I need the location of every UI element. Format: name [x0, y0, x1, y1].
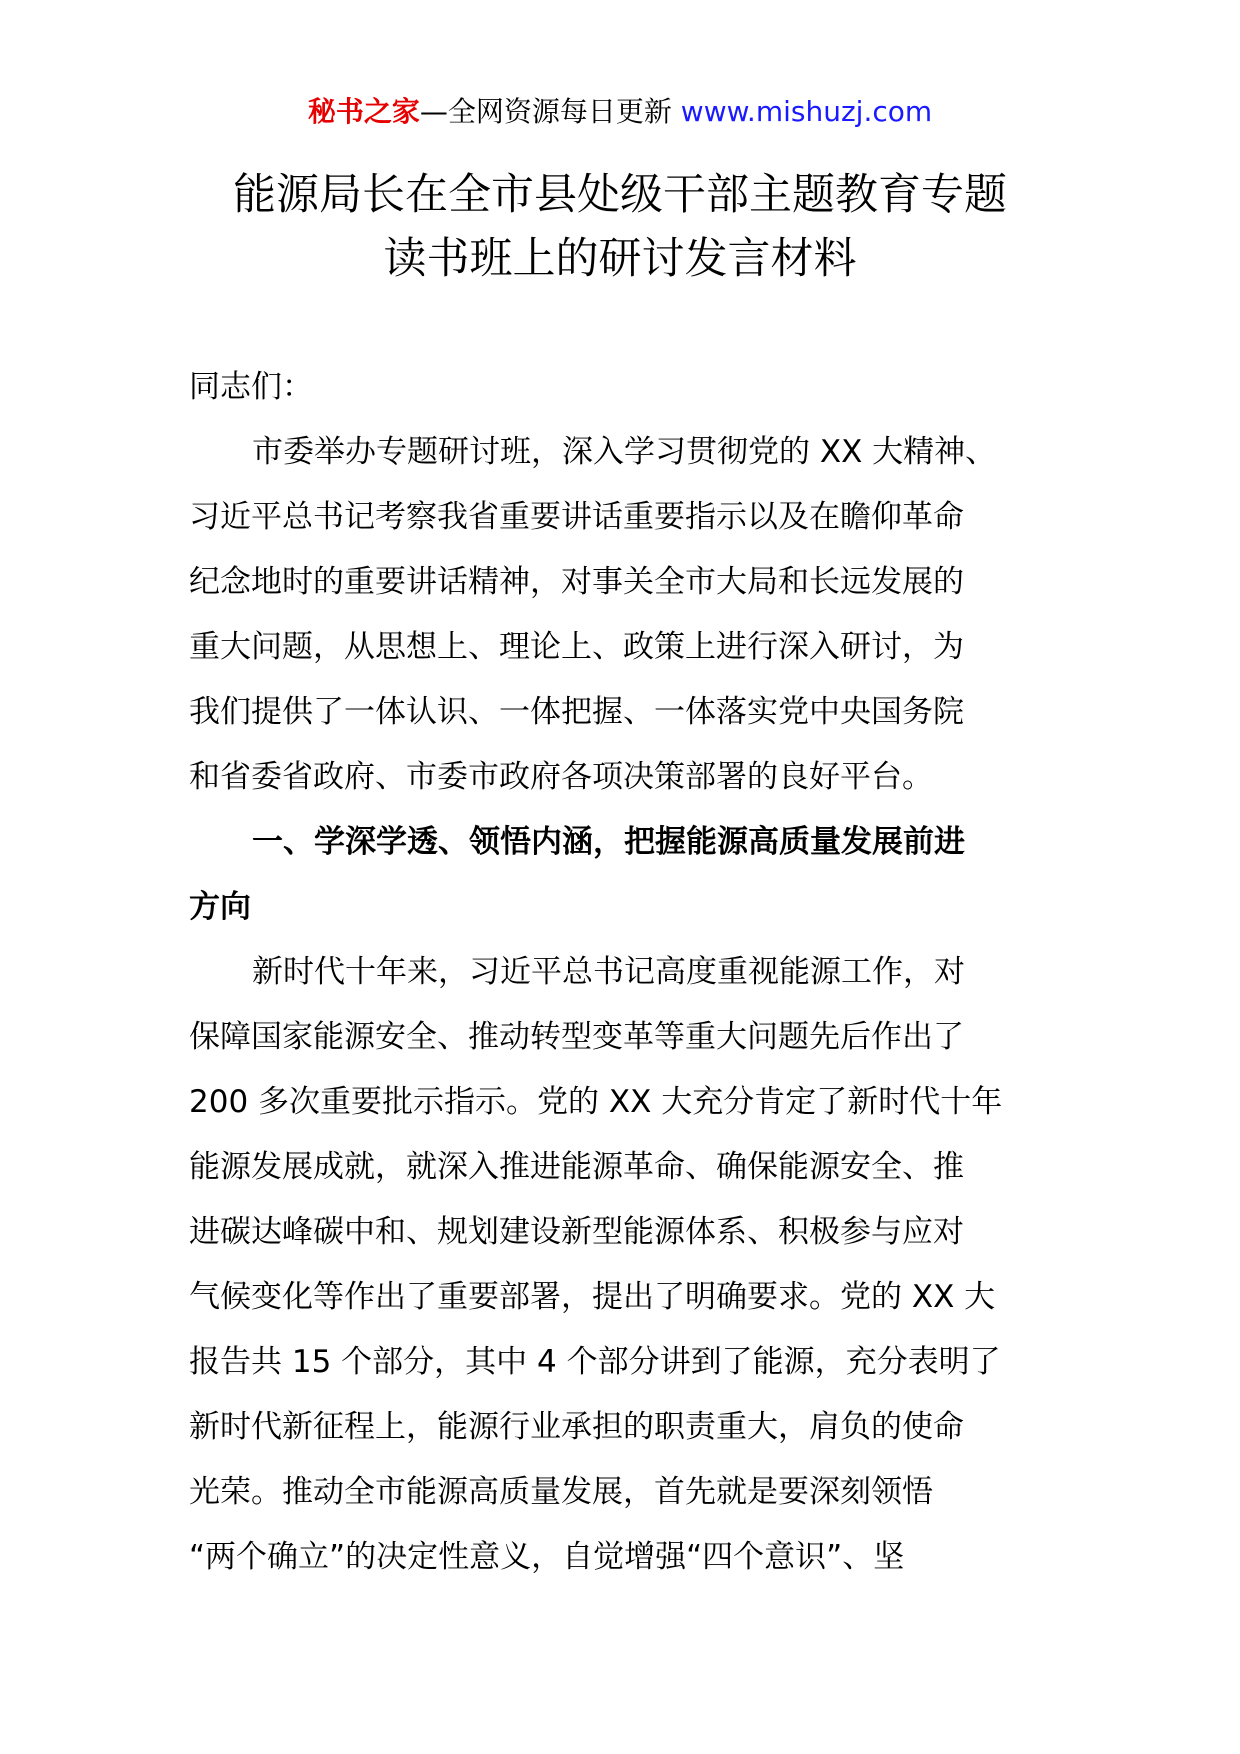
text-line: 重大问题，从思想上、理论上、政策上进行深入研讨，为 [189, 629, 964, 665]
brand-name: 秘书之家 [307, 95, 420, 128]
intro-paragraph [189, 420, 1055, 810]
text-line: 进碳达峰碳中和、规划建设新型能源体系、积极参与应对 [189, 1214, 964, 1250]
section-paragraph [189, 940, 1055, 1590]
text-line: 市委举办专题研讨班，深入学习贯彻党的 XX 大精神、 [252, 434, 997, 470]
text-line: 习近平总书记考察我省重要讲话重要指示以及在瞻仰革命 [189, 499, 964, 535]
text-line: 光荣。推动全市能源高质量发展，首先就是要深刻领悟 [189, 1474, 933, 1510]
site-url-link[interactable]: www.mishuzj.com [680, 95, 933, 128]
document-title [0, 163, 1240, 291]
text-line: 能源发展成就，就深入推进能源革命、确保能源安全、推 [189, 1149, 964, 1185]
text-line: 新时代十年来，习近平总书记高度重视能源工作，对 [252, 954, 965, 990]
text-line: “两个确立”的决定性意义，自觉增强“四个意识”、坚 [189, 1539, 905, 1575]
text-line: 气候变化等作出了重要部署，提出了明确要求。党的 XX 大 [189, 1279, 996, 1315]
text-line: 纪念地时的重要讲话精神，对事关全市大局和长远发展的 [189, 564, 964, 600]
text-line: 报告共 15 个部分，其中 4 个部分讲到了能源，充分表明了 [189, 1344, 1001, 1380]
document-body [189, 355, 1055, 1590]
text-line: 和省委省政府、市委市政府各项决策部署的良好平台。 [189, 759, 933, 795]
text-line: 我们提供了一体认识、一体把握、一体落实党中央国务院 [189, 694, 964, 730]
section-heading [189, 810, 1055, 940]
heading-line: 方向 [189, 889, 251, 925]
title-line: 能源局长在全市县处级干部主题教育专题 [233, 170, 1007, 220]
salutation [189, 355, 1055, 420]
text-line: 保障国家能源安全、推动转型变革等重大问题先后作出了 [189, 1019, 964, 1055]
text-line: 200 多次重要批示指示。党的 XX 大充分肯定了新时代十年 [189, 1084, 1003, 1120]
salutation-text: 同志们： [189, 369, 313, 405]
heading-line: 一、学深学透、领悟内涵，把握能源高质量发展前进 [252, 824, 965, 860]
site-banner [0, 92, 1240, 132]
banner-tagline: —全网资源每日更新 [419, 95, 672, 128]
title-line: 读书班上的研讨发言材料 [383, 234, 857, 284]
text-line: 新时代新征程上，能源行业承担的职责重大，肩负的使命 [189, 1409, 964, 1445]
